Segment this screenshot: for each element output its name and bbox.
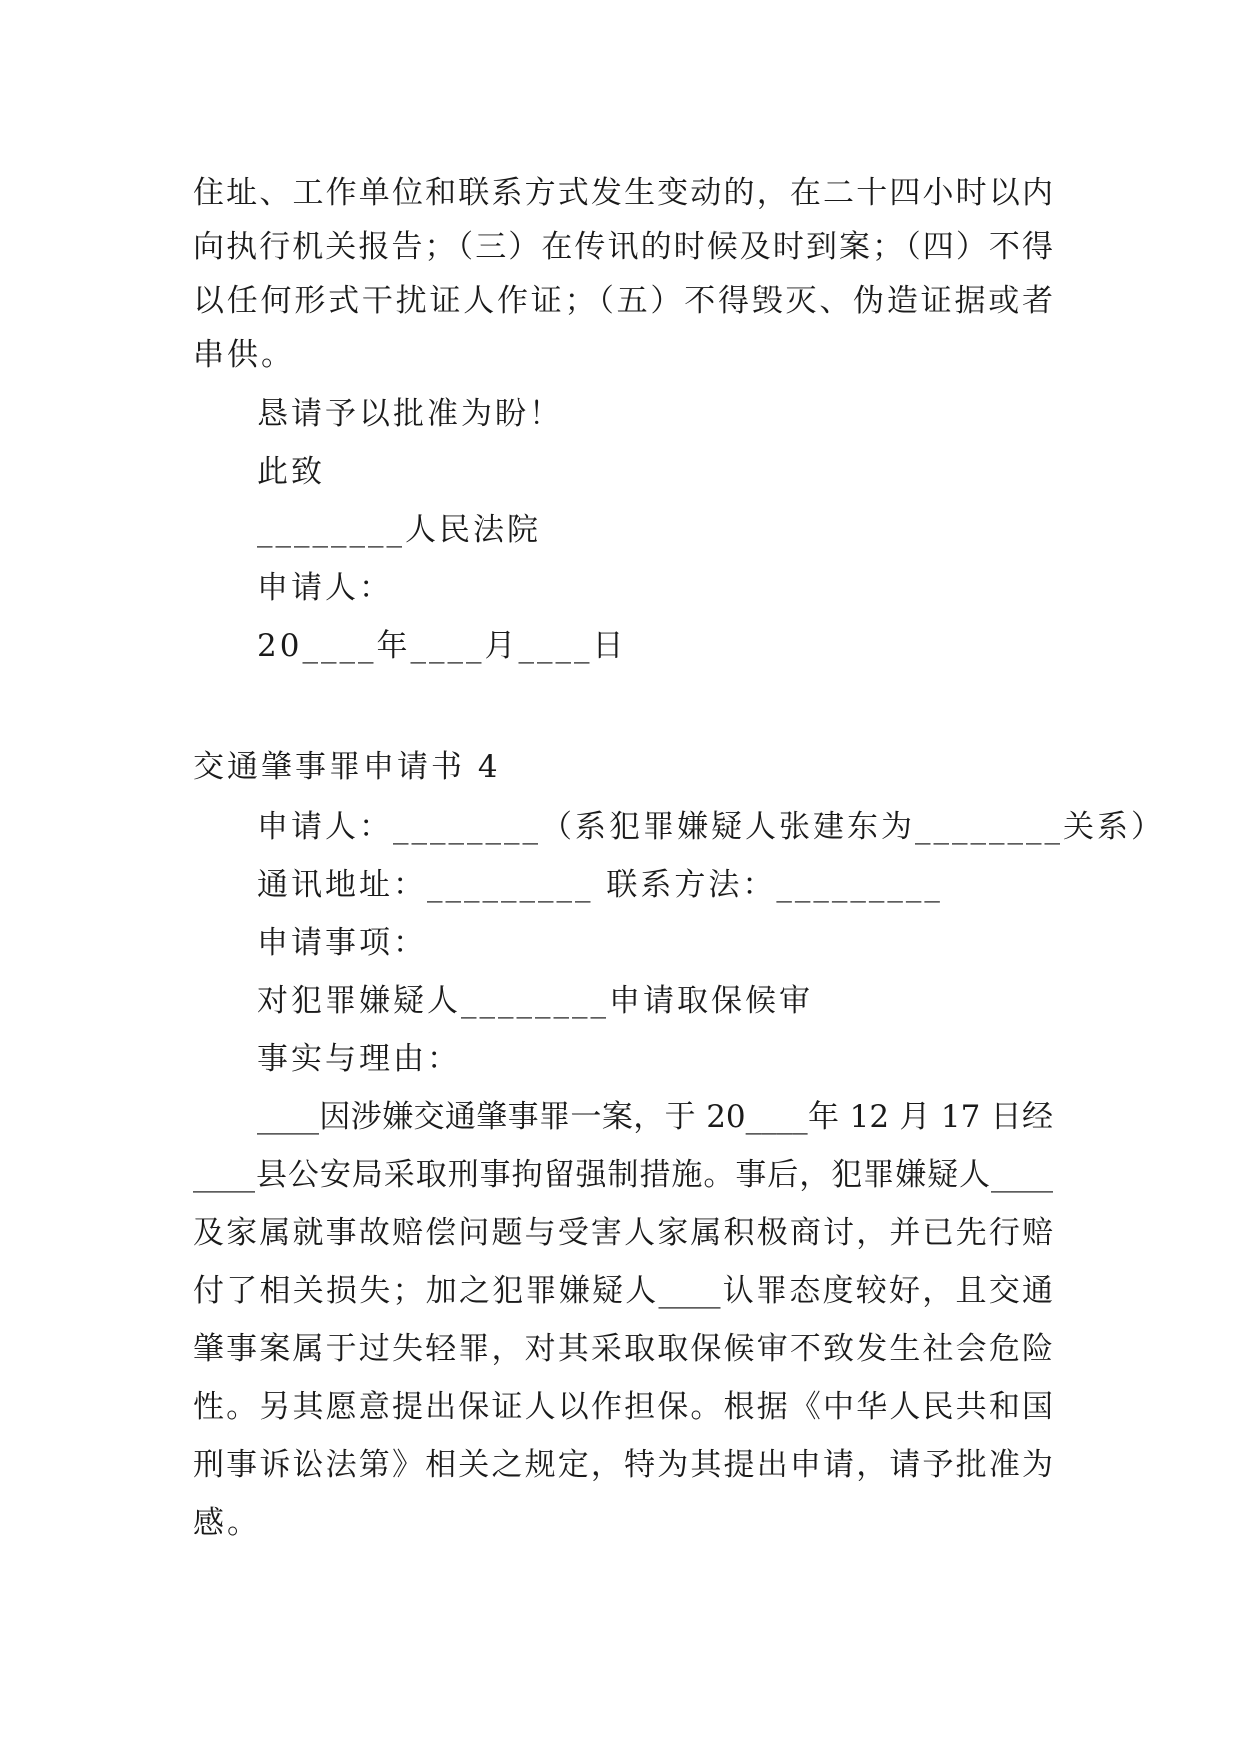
paragraph-line: 感。: [193, 1505, 261, 1541]
section-title: 交通肇事罪申请书 4: [193, 749, 501, 785]
applicant-line: 申请人：________（系犯罪嫌疑人张建东为________关系）: [257, 809, 1165, 845]
address-line: 通讯地址：_________ 联系方法：_________: [257, 867, 943, 903]
paragraph-line: 性。另其愿意提出保证人以作担保。根据《中华人民共和国: [193, 1389, 1053, 1425]
salutation: 此致: [257, 454, 325, 490]
items-label: 申请事项：: [257, 925, 427, 961]
court-line: ________人民法院: [257, 512, 541, 548]
applicant-signature: 申请人：: [257, 570, 393, 606]
paragraph-line: 住址、工作单位和联系方式发生变动的，在二十四小时以内: [193, 175, 1053, 211]
paragraph-line: 向执行机关报告；（三）在传讯的时候及时到案；（四）不得: [193, 229, 1053, 265]
paragraph-line: ____县公安局采取刑事拘留强制措施。事后，犯罪嫌疑人____: [193, 1157, 1053, 1193]
paragraph-line: 付了相关损失；加之犯罪嫌疑人____认罪态度较好，且交通: [193, 1273, 1053, 1309]
paragraph-line: 及家属就事故赔偿问题与受害人家属积极商讨，并已先行赔: [193, 1215, 1053, 1251]
request-item: 对犯罪嫌疑人________申请取保候审: [257, 983, 813, 1019]
request-line: 恳请予以批准为盼！: [257, 396, 563, 432]
paragraph-line: 以任何形式干扰证人作证；（五）不得毁灭、伪造证据或者: [193, 283, 1053, 319]
paragraph-line: 串供。: [193, 337, 295, 373]
date-line: 20____年____月____日: [257, 628, 627, 664]
paragraph-line: ____因涉嫌交通肇事罪一案，于 20____年 12 月 17 日经: [257, 1099, 1053, 1135]
paragraph-line: 刑事诉讼法第》相关之规定，特为其提出申请，请予批准为: [193, 1447, 1053, 1483]
paragraph-line: 肇事案属于过失轻罪，对其采取取保候审不致发生社会危险: [193, 1331, 1053, 1367]
facts-label: 事实与理由：: [257, 1041, 461, 1077]
